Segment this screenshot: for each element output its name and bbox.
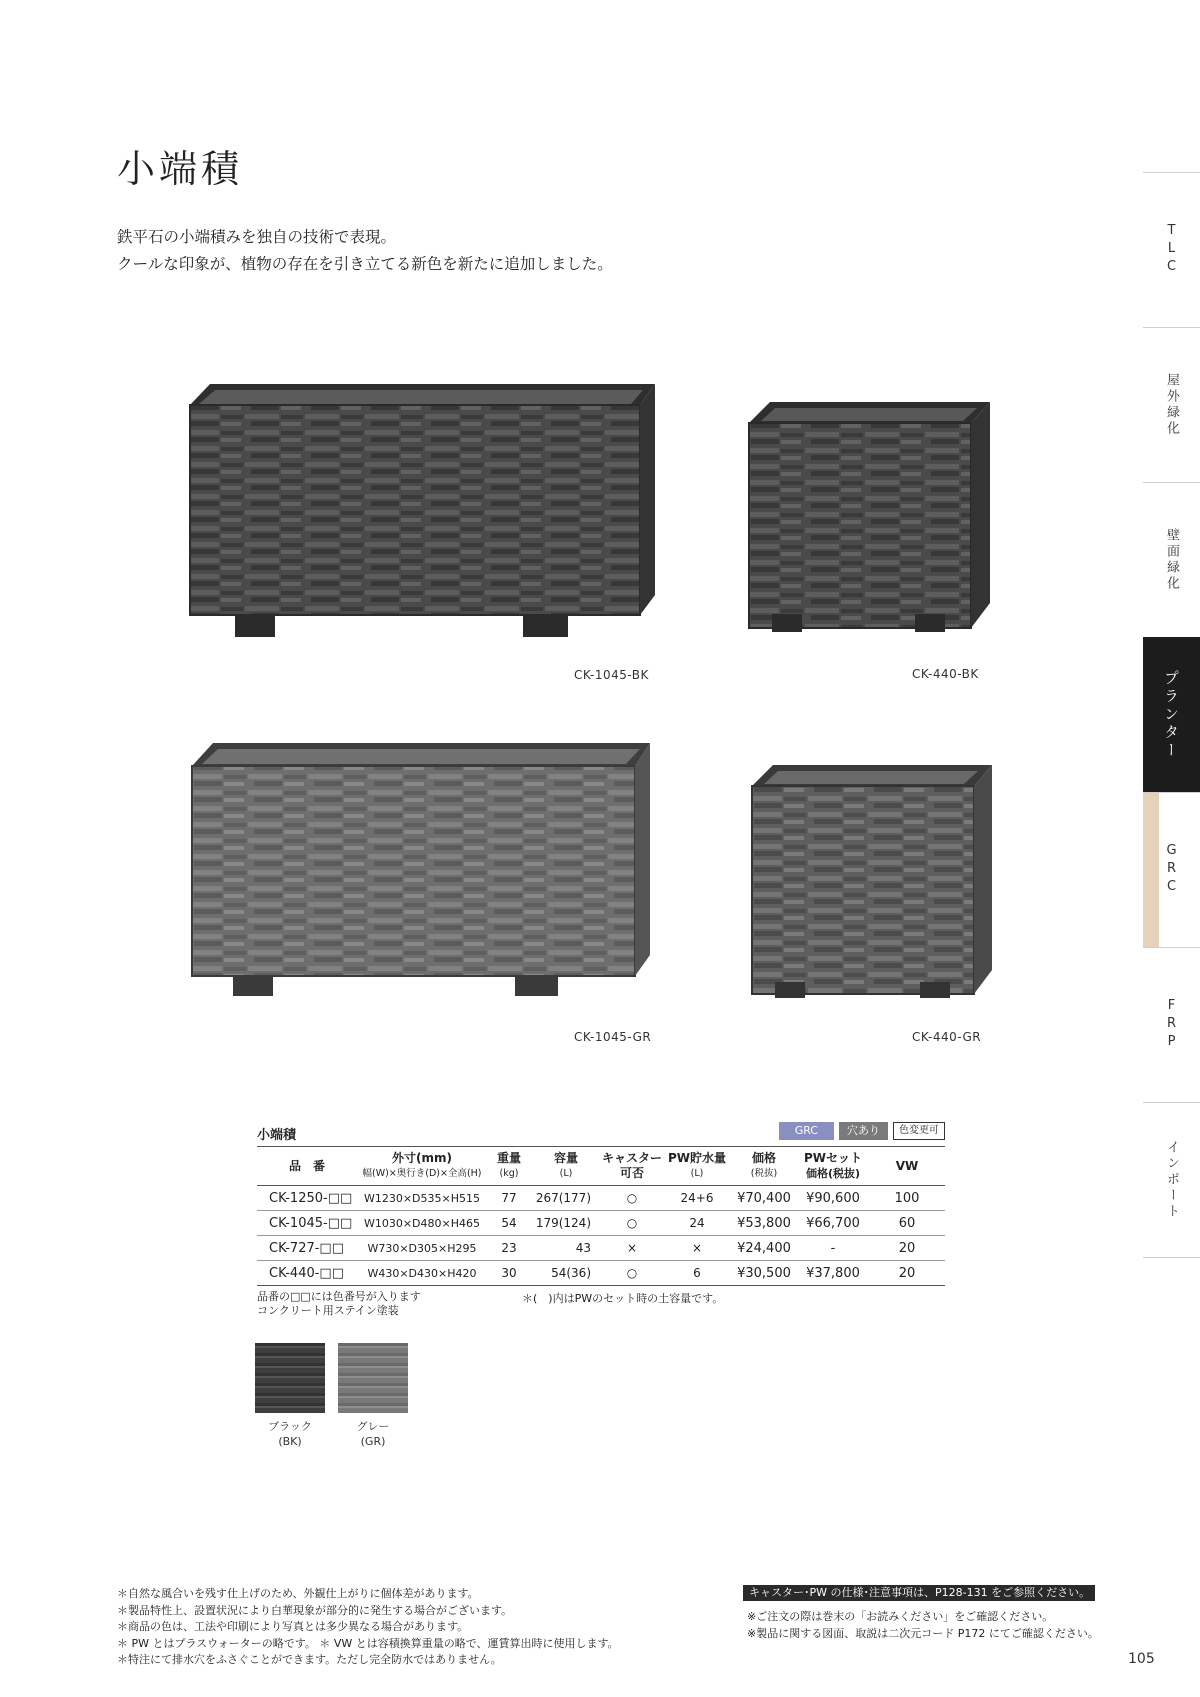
intro-text [117, 224, 613, 278]
spec-table-section [257, 1124, 945, 1286]
tab-label: GRC [1164, 843, 1179, 897]
header-sub: 価格(税抜) [805, 1167, 861, 1180]
swatch-label-black [245, 1419, 335, 1449]
cell-pwset: - [797, 1236, 869, 1261]
color-change-badge: 色変更可 [893, 1122, 945, 1140]
table-row [257, 1211, 945, 1236]
cell-caster: ○ [601, 1186, 663, 1211]
footnote-line: ＊製品特性上、設置状況により白華現象が部分的に発生する場合がございます。 [117, 1603, 513, 1617]
tab-wall-greening[interactable] [1143, 482, 1200, 637]
spec-header [257, 1124, 945, 1147]
side-tabs [1143, 172, 1200, 1258]
page-number: 105 [1128, 1651, 1155, 1667]
cell-caster: ○ [601, 1211, 663, 1236]
cell-pw: 24+6 [663, 1186, 731, 1211]
product-caption: CK-1045-GR [574, 1030, 652, 1044]
planter-image-large-gray [188, 740, 663, 1002]
tab-planter[interactable] [1143, 637, 1200, 792]
badge-group [779, 1122, 945, 1140]
tab-tlc[interactable] [1143, 172, 1200, 327]
cell-weight: 23 [487, 1236, 531, 1261]
col-header-caster [601, 1147, 663, 1186]
product-caption: CK-440-BK [912, 667, 979, 681]
col-header-pwset [797, 1147, 869, 1186]
cell-weight: 77 [487, 1186, 531, 1211]
tab-outdoor-greening[interactable] [1143, 327, 1200, 482]
cell-price: ¥30,500 [731, 1261, 797, 1286]
cell-vw: 20 [869, 1236, 945, 1261]
swatch-gray [338, 1343, 408, 1413]
tab-grc[interactable] [1143, 792, 1200, 947]
order-note-line: ※製品に関する図面、取説は二次元コード P172 にてご確認ください。 [747, 1626, 1099, 1640]
cell-pw: × [663, 1236, 731, 1261]
cell-pwset: ¥90,600 [797, 1186, 869, 1211]
table-note-right: ＊( )内はPWのセット時の土容量です。 [522, 1292, 724, 1305]
cell-code: CK-440-□□ [257, 1261, 357, 1286]
cell-capacity: 43 [531, 1236, 601, 1261]
table-row [257, 1236, 945, 1261]
header-sub: 可否 [619, 1166, 644, 1180]
header-sub: 幅(W)×奥行き(D)×全高(H) [362, 1168, 482, 1179]
tab-label: FRP [1164, 998, 1179, 1052]
swatch-label-gray [328, 1419, 418, 1449]
col-header-size [357, 1147, 487, 1186]
page-title: 小端積 [117, 147, 244, 191]
cell-caster: × [601, 1236, 663, 1261]
footnote-line: ＊自然な風合いを残す仕上げのため、外観仕上がりに個体差があります。 [117, 1587, 479, 1600]
header-main: PW貯水量 [667, 1151, 727, 1165]
cell-vw: 60 [869, 1211, 945, 1236]
footnote-line: ＊商品の色は、工法や印刷により写真とは多少異なる場合があります。 [117, 1620, 469, 1633]
cell-capacity: 179(124) [531, 1211, 601, 1236]
tab-import[interactable] [1143, 1102, 1200, 1258]
col-header-pw [663, 1147, 731, 1186]
cell-vw: 100 [869, 1186, 945, 1211]
col-header-code: 品 番 [257, 1147, 357, 1186]
cell-pwset: ¥37,800 [797, 1261, 869, 1286]
header-sub: (L) [690, 1168, 704, 1179]
col-header-vw: VW [869, 1147, 945, 1186]
cell-price: ¥53,800 [731, 1211, 797, 1236]
header-sub: (kg) [499, 1168, 519, 1179]
cell-capacity: 54(36) [531, 1261, 601, 1286]
note-line: コンクリート用ステイン塗装 [257, 1304, 399, 1317]
cell-size: W430×D430×H420 [357, 1261, 487, 1286]
caster-notice-bar: キャスター･PW の仕様･注意事項は、P128-131 をご参照ください。 [743, 1585, 1095, 1601]
header-sub: (税抜) [750, 1168, 778, 1179]
tab-frp[interactable] [1143, 947, 1200, 1102]
intro-line: クールな印象が、植物の存在を引き立てる新色を新たに追加しました。 [117, 255, 613, 273]
cell-size: W730×D305×H295 [357, 1236, 487, 1261]
tab-label: プランター [1162, 670, 1180, 760]
spec-table [257, 1147, 945, 1286]
swatch-code: (BK) [278, 1435, 302, 1448]
swatch-black [255, 1343, 325, 1413]
planter-image-small-black [745, 398, 995, 638]
cell-weight: 54 [487, 1211, 531, 1236]
header-main: 価格 [751, 1151, 776, 1165]
header-main: 外寸(mm) [392, 1151, 452, 1165]
tab-label: 壁面緑化 [1164, 528, 1179, 592]
table-note-left [257, 1290, 421, 1318]
table-header-row [257, 1147, 945, 1186]
footnote-line: ＊ PW とはプラスウォーターの略です。 ＊ VW とは容積換算重量の略で、運賃算出時に使用します。 [117, 1636, 619, 1650]
spec-title: 小端積 [257, 1128, 297, 1143]
tab-label: TLC [1164, 223, 1179, 277]
swatch-name: グレー [356, 1420, 390, 1433]
table-row [257, 1261, 945, 1286]
cell-code: CK-727-□□ [257, 1236, 357, 1261]
cell-size: W1230×D535×H515 [357, 1186, 487, 1211]
cell-pw: 24 [663, 1211, 731, 1236]
header-main: 重量 [496, 1151, 521, 1165]
tab-label: 屋外緑化 [1164, 373, 1179, 437]
planter-image-large-black [185, 380, 660, 645]
cell-code: CK-1250-□□ [257, 1186, 357, 1211]
order-note-line: ※ご注文の際は巻末の「お読みください」をご確認ください。 [747, 1610, 1054, 1623]
footnotes [117, 1586, 619, 1669]
cell-size: W1030×D480×H465 [357, 1211, 487, 1236]
cell-vw: 20 [869, 1261, 945, 1286]
header-main: 容量 [553, 1151, 578, 1165]
table-row [257, 1186, 945, 1211]
cell-pw: 6 [663, 1261, 731, 1286]
cell-code: CK-1045-□□ [257, 1211, 357, 1236]
header-main: PWセット [803, 1151, 863, 1165]
order-notes [747, 1609, 1099, 1642]
cell-pwset: ¥66,700 [797, 1211, 869, 1236]
swatch-code: (GR) [360, 1435, 386, 1448]
product-caption: CK-440-GR [912, 1030, 982, 1044]
grc-badge: GRC [779, 1122, 834, 1140]
product-caption: CK-1045-BK [574, 668, 649, 682]
note-line: 品番の□□には色番号が入ります [257, 1290, 421, 1303]
col-header-weight [487, 1147, 531, 1186]
cell-price: ¥70,400 [731, 1186, 797, 1211]
tab-label: インポート [1164, 1140, 1179, 1220]
col-header-price [731, 1147, 797, 1186]
drain-hole-badge: 穴あり [839, 1122, 888, 1140]
header-sub: (L) [559, 1168, 573, 1179]
header-main: キャスター [601, 1151, 662, 1165]
cell-capacity: 267(177) [531, 1186, 601, 1211]
col-header-capacity [531, 1147, 601, 1186]
cell-weight: 30 [487, 1261, 531, 1286]
planter-image-small-gray [748, 762, 998, 1004]
intro-line: 鉄平石の小端積みを独自の技術で表現。 [117, 228, 397, 246]
cell-price: ¥24,400 [731, 1236, 797, 1261]
cell-caster: ○ [601, 1261, 663, 1286]
swatch-name: ブラック [268, 1420, 312, 1433]
footnote-line: ＊特注にて排水穴をふさぐことができます。ただし完全防水ではありません。 [117, 1653, 502, 1666]
